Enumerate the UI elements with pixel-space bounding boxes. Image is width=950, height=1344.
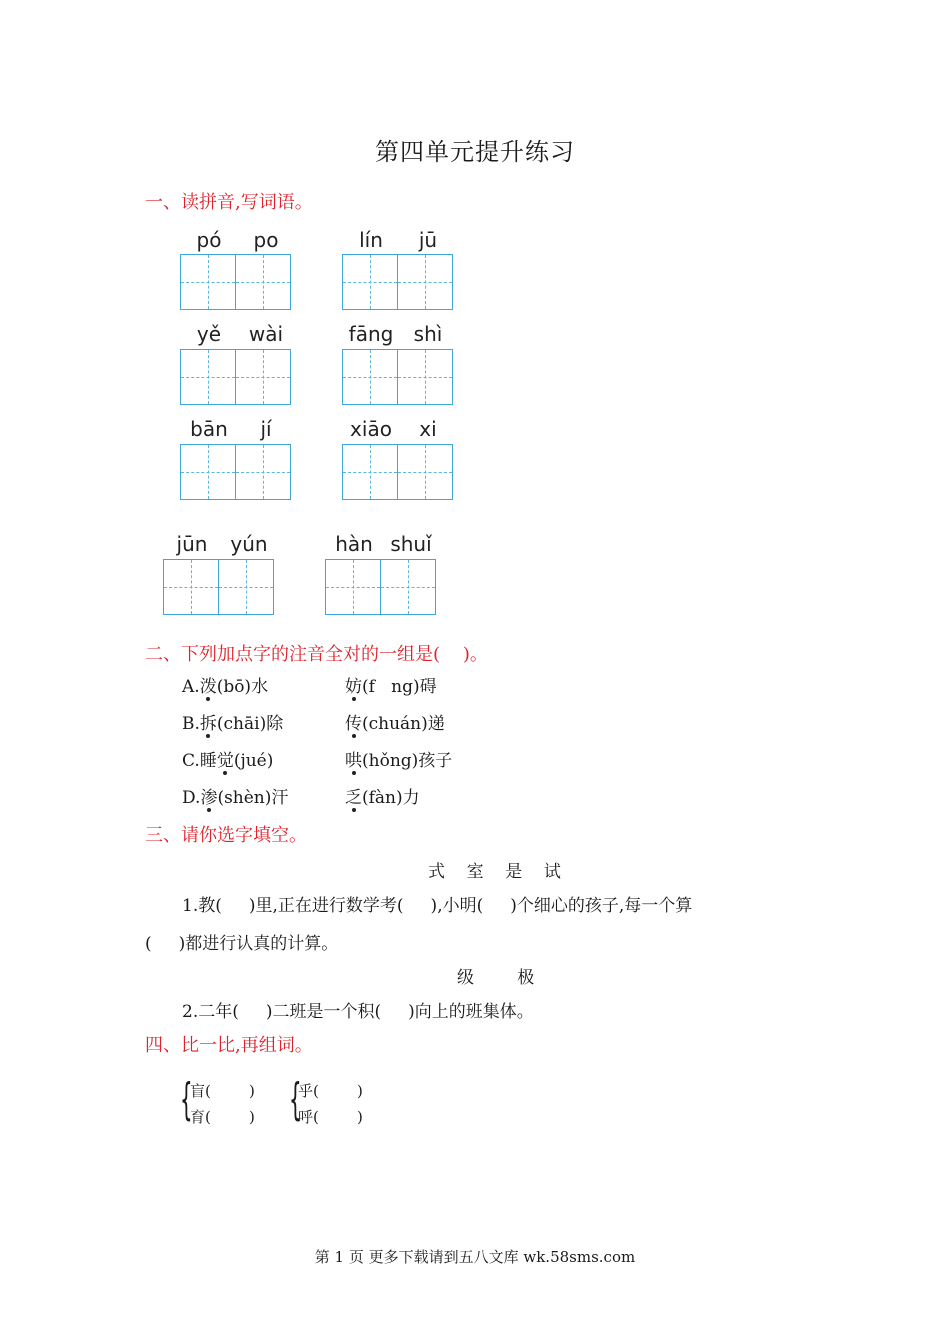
- dotted-char: 乏: [345, 783, 362, 808]
- option-a-right: 妨(f ng)碍: [345, 672, 437, 697]
- pinyin-label: jí: [260, 417, 272, 441]
- question-1-line1[interactable]: 1.教( )里,正在进行数学考( ),小明( )个细心的孩子,每一个算: [182, 896, 693, 916]
- dotted-char: 渗: [200, 783, 217, 808]
- writing-grid[interactable]: [163, 559, 274, 615]
- pinyin-label: xi: [419, 417, 437, 441]
- option-b-right: 传(chuán)递: [345, 709, 445, 734]
- writing-grid[interactable]: [180, 254, 291, 310]
- option-d-left[interactable]: D.渗(shèn)汗: [182, 783, 288, 808]
- compare-word-field[interactable]: 盲( ): [190, 1082, 255, 1100]
- section4-heading: 四、比一比,再组词。: [145, 1035, 313, 1056]
- section2-heading: 二、下列加点字的注音全对的一组是( )。: [145, 644, 488, 665]
- option-b-left[interactable]: B.拆(chāi)除: [182, 709, 283, 734]
- option-c-left[interactable]: C.睡觉(jué): [182, 746, 273, 771]
- dotted-char: 妨: [345, 672, 362, 697]
- pinyin-label: yún: [230, 532, 268, 556]
- dotted-char: 拆: [200, 709, 217, 734]
- pinyin-label: shuǐ: [390, 532, 432, 556]
- writing-grid[interactable]: [180, 444, 291, 500]
- writing-grid[interactable]: [342, 444, 453, 500]
- dotted-char: 哄: [345, 746, 362, 771]
- section3-heading: 三、请你选字填空。: [145, 825, 307, 846]
- compare-word-field[interactable]: 呼( ): [298, 1108, 363, 1126]
- brace-icon: {: [289, 1074, 302, 1125]
- question-1-line2[interactable]: ( )都进行认真的计算。: [145, 934, 339, 954]
- pinyin-label: fāng: [348, 322, 394, 346]
- writing-grid[interactable]: [180, 349, 291, 405]
- word-choices: 级 极: [457, 968, 535, 988]
- pinyin-label: yě: [196, 322, 222, 346]
- compare-word-field[interactable]: 乎( ): [298, 1082, 363, 1100]
- dotted-char: 觉: [217, 746, 234, 771]
- compare-word-field[interactable]: 育( ): [190, 1108, 255, 1126]
- pinyin-label: bān: [190, 417, 228, 441]
- writing-grid[interactable]: [342, 254, 453, 310]
- option-d-right: 乏(fàn)力: [345, 783, 420, 808]
- option-c-right: 哄(hǒng)孩子: [345, 746, 452, 771]
- pinyin-label: shì: [413, 322, 443, 346]
- brace-icon: {: [180, 1074, 193, 1125]
- section1-heading: 一、读拼音,写词语。: [145, 192, 313, 213]
- pinyin-label: jū: [418, 228, 438, 252]
- pinyin-label: jūn: [176, 532, 208, 556]
- writing-grid[interactable]: [325, 559, 436, 615]
- writing-grid[interactable]: [342, 349, 453, 405]
- pinyin-label: po: [253, 228, 279, 252]
- pinyin-label: pó: [196, 228, 222, 252]
- pinyin-label: xiāo: [350, 417, 392, 441]
- option-a-left[interactable]: A.泼(bō)水: [182, 672, 268, 697]
- page-title: 第四单元提升练习: [375, 138, 575, 166]
- pinyin-label: lín: [359, 228, 383, 252]
- pinyin-label: hàn: [335, 532, 373, 556]
- dotted-char: 泼: [200, 672, 217, 697]
- dotted-char: 传: [345, 709, 362, 734]
- page-footer: 第 1 页 更多下载请到五八文库 wk.58sms.com: [314, 1248, 636, 1266]
- question-2[interactable]: 2.二年( )二班是一个积( )向上的班集体。: [182, 1002, 534, 1022]
- pinyin-label: wài: [248, 322, 284, 346]
- word-choices: 式 室 是 试: [428, 862, 561, 882]
